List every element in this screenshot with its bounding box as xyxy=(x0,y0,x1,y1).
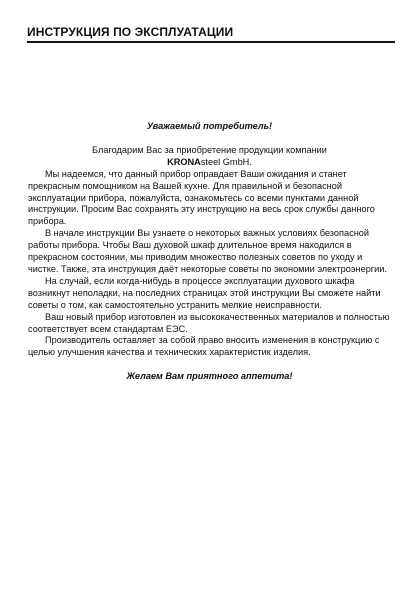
paragraph-expectations: Мы надеемся, что данный прибор оправдает Ваши ожидания и станет прекрасным помощником на Вашей кухне. Для правильной и безопасной эксплуатации прибора, пожалуйста, ознакомьтесь со всеми пунктами данной инструкции. Просим Вас сохранять эту инструкцию на весь срок службы данного прибора. xyxy=(28,168,375,227)
letter-body xyxy=(28,121,391,383)
paragraph-safety: В начале инструкции Вы узнаете о некоторых важных условиях безопасной работы прибора. Чтобы Ваш духовой шкаф длительное время находился в прекрасном состоянии, мы приводим множество полезных советов по уходу и чистке. Также, эта инструкция даёт некоторые советы по экономии электроэнергии. xyxy=(28,228,387,274)
brand-name-bold: KRONA xyxy=(167,156,201,167)
page-title: ИНСТРУКЦИЯ ПО ЭКСПЛУАТАЦИИ xyxy=(27,25,234,39)
page-header xyxy=(27,25,395,43)
paragraph-changes: Производитель оставляет за собой право вносить изменения в конструкцию с целью улучшения качества и технических характеристик изделия. xyxy=(28,335,380,358)
paragraph-troubleshooting: На случай, если когда-нибудь в процессе эксплуатации духового шкафа возникнут неполадки, на последних страницах этой инструкции Вы сможете найти советы о том, как самостоятельно устранить мелкие неисправности. xyxy=(28,275,381,310)
thanks-paragraph xyxy=(28,145,391,169)
greeting-heading: Уважаемый потребитель! xyxy=(146,121,273,131)
closing-wish: Желаем Вам приятного аппетита! xyxy=(126,371,293,382)
paragraph-quality: Ваш новый прибор изготовлен из высококачественных материалов и полностью соответствует всем стандартам ЕЭС. xyxy=(28,311,390,334)
brand-name-rest: steel GmbH. xyxy=(200,156,252,167)
thanks-text: Благодарим Вас за приобретение продукции компании xyxy=(92,144,327,155)
